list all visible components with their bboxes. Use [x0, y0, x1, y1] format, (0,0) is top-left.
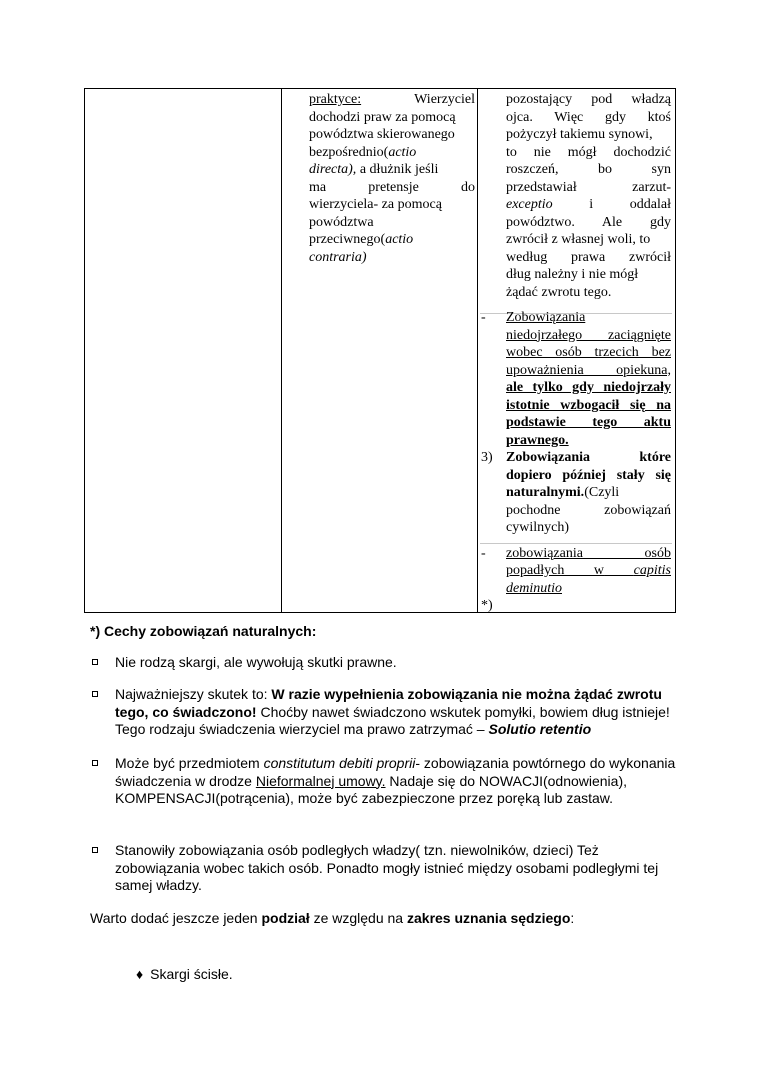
bold-run: podział — [261, 910, 310, 926]
footnote-marker: *) — [481, 598, 493, 613]
text-line: istotnie wzbogacił się na — [506, 397, 671, 413]
italic-term: capitis — [633, 563, 671, 578]
text-run: - zobowiązania powtórnego do wykonania świadczenia w drodze — [115, 755, 676, 789]
list-marker: 3) — [481, 450, 493, 465]
list-item — [136, 966, 233, 984]
bullet-item — [90, 755, 680, 808]
text-line: pochodne zobowiązań — [506, 502, 671, 518]
italic-term: actio — [385, 232, 414, 247]
table — [84, 88, 676, 613]
bullet-item — [90, 654, 680, 672]
text-line: dług należny i nie mógł — [506, 267, 639, 282]
text-line: zwrócił z własnej woli, to — [506, 232, 651, 247]
bullet-text: Nie rodzą skargi, ale wywołują skutki prawne. — [115, 654, 397, 670]
text-run: ze względu na — [309, 910, 407, 926]
text-line: ojca. Więc gdy ktoś — [506, 109, 671, 125]
text-line: powództwa — [309, 214, 374, 230]
section-heading: *) Cechy zobowiązań naturalnych: — [90, 623, 317, 639]
text-line: żądać zwrotu tego. — [506, 284, 612, 300]
text-line: pozostający pod władzą — [506, 92, 671, 107]
text-line: dochodzi praw za pomocą — [309, 109, 456, 125]
bold-run: zakres uznania sędziego — [407, 910, 571, 926]
bullet-item — [90, 842, 680, 895]
text-line: roszczeń, bo syn — [506, 162, 671, 177]
list-item-text: Skargi ścisłe. — [150, 966, 233, 982]
text-line: dopiero później stały się — [506, 467, 671, 483]
text-line: wierzyciela- za pomocą — [309, 197, 442, 212]
text-line: powództwo. Ale gdy — [506, 214, 671, 230]
text-run: Choćby nawet świadczono wskutek pomyłki, bowiem dług istnieje! Tego rodzaju świadczenia wierzyciel ma prawo zatrzymać – — [115, 703, 670, 737]
italic-term: exceptio — [506, 197, 553, 212]
text-line: wobec osób trzecich bez — [506, 345, 671, 360]
text-line: niedojrzałego zaciągnięte — [506, 327, 671, 343]
text-line: a dłużnik jeśli — [359, 162, 439, 177]
square-bullet-icon — [92, 847, 98, 853]
text-line: według prawa zwrócił — [506, 249, 671, 265]
bold-run: W razie wypełnienia zobowiązania nie można żądać zwrotu tego, co świadczono! — [115, 686, 662, 720]
italic-term: deminutio — [506, 580, 562, 596]
text-line: ale tylko gdy niedojrzały — [506, 380, 671, 395]
square-bullet-icon — [92, 659, 98, 665]
italic-term: contraria) — [309, 249, 367, 265]
text-line: zobowiązania osób — [506, 545, 671, 561]
underlined-word: praktyce: — [309, 92, 362, 107]
text-line: przedstawiał zarzut- — [506, 179, 671, 195]
text-line: naturalnymi. — [506, 485, 585, 500]
list-marker: - — [481, 545, 486, 561]
table-divider-2 — [477, 89, 478, 612]
underlined-run: Nieformalnej umowy. — [255, 772, 386, 789]
text-line: to nie mógł dochodzić — [506, 144, 671, 160]
table-divider-1 — [281, 89, 282, 612]
italic-term: actio — [388, 144, 417, 160]
text-line: Zobowiązania — [506, 310, 586, 325]
text-line: pożyczył takiemu synowi, — [506, 127, 653, 142]
bullet-item — [90, 686, 680, 739]
col3-block-4 — [481, 545, 671, 598]
text-run: Może być przedmiotem — [115, 755, 264, 771]
text-line: podstawie tego aktu — [506, 415, 671, 430]
text-line: ma pretensje do — [309, 179, 475, 195]
list-marker: - — [481, 310, 486, 325]
text-line: prawnego. — [506, 432, 569, 448]
text-line: Zobowiązania które — [506, 450, 671, 465]
col3-block-3 — [481, 449, 671, 537]
footnote-marker-row — [481, 597, 671, 615]
text-line: upoważnienia opiekuna, — [506, 362, 671, 378]
bullet-text — [115, 755, 680, 808]
text-run: : — [570, 910, 575, 926]
table-cell-col2 — [309, 91, 475, 266]
paragraph — [90, 910, 574, 926]
bullet-text: Stanowiły zobowiązania osób podległych władzy( tzn. niewolników, dzieci) Też zobowiązania wobec takich osób. Ponadto mogły istnieć między osobami podległymi tej samej władzy. — [115, 842, 659, 893]
table-cell-col3 — [481, 91, 671, 615]
text-line: i oddalał — [589, 197, 671, 212]
diamond-bullet-icon: ♦ — [136, 968, 144, 983]
italic-term: directa), — [309, 162, 357, 177]
text-line: przeciwnego( — [309, 232, 386, 247]
italic-term: constitutum debiti proprii — [263, 755, 416, 771]
text-run: Najważniejszy skutek to: — [115, 686, 272, 702]
text-run: Nadaje się do NOWACJI(odnowienia), KOMPENSACJI(potrącenia), może być zabezpieczone przez poręką lub zastaw. — [115, 772, 628, 806]
text-line: cywilnych) — [506, 520, 569, 535]
bullet-text — [115, 686, 680, 739]
col3-block-1 — [481, 91, 671, 301]
text-line: Wierzyciel — [414, 92, 475, 107]
text-line: powództwa skierowanego — [309, 127, 455, 142]
square-bullet-icon — [92, 691, 98, 697]
bold-italic-term: Solutio retentio — [488, 721, 592, 737]
text-line: popadłych w — [506, 563, 605, 578]
col3-block-2 — [481, 309, 671, 449]
text-line: bezpośrednio( — [309, 144, 389, 160]
square-bullet-icon — [92, 760, 98, 766]
text-line: (Czyli — [584, 485, 620, 500]
text-run: Warto dodać jeszcze jeden — [90, 910, 262, 926]
